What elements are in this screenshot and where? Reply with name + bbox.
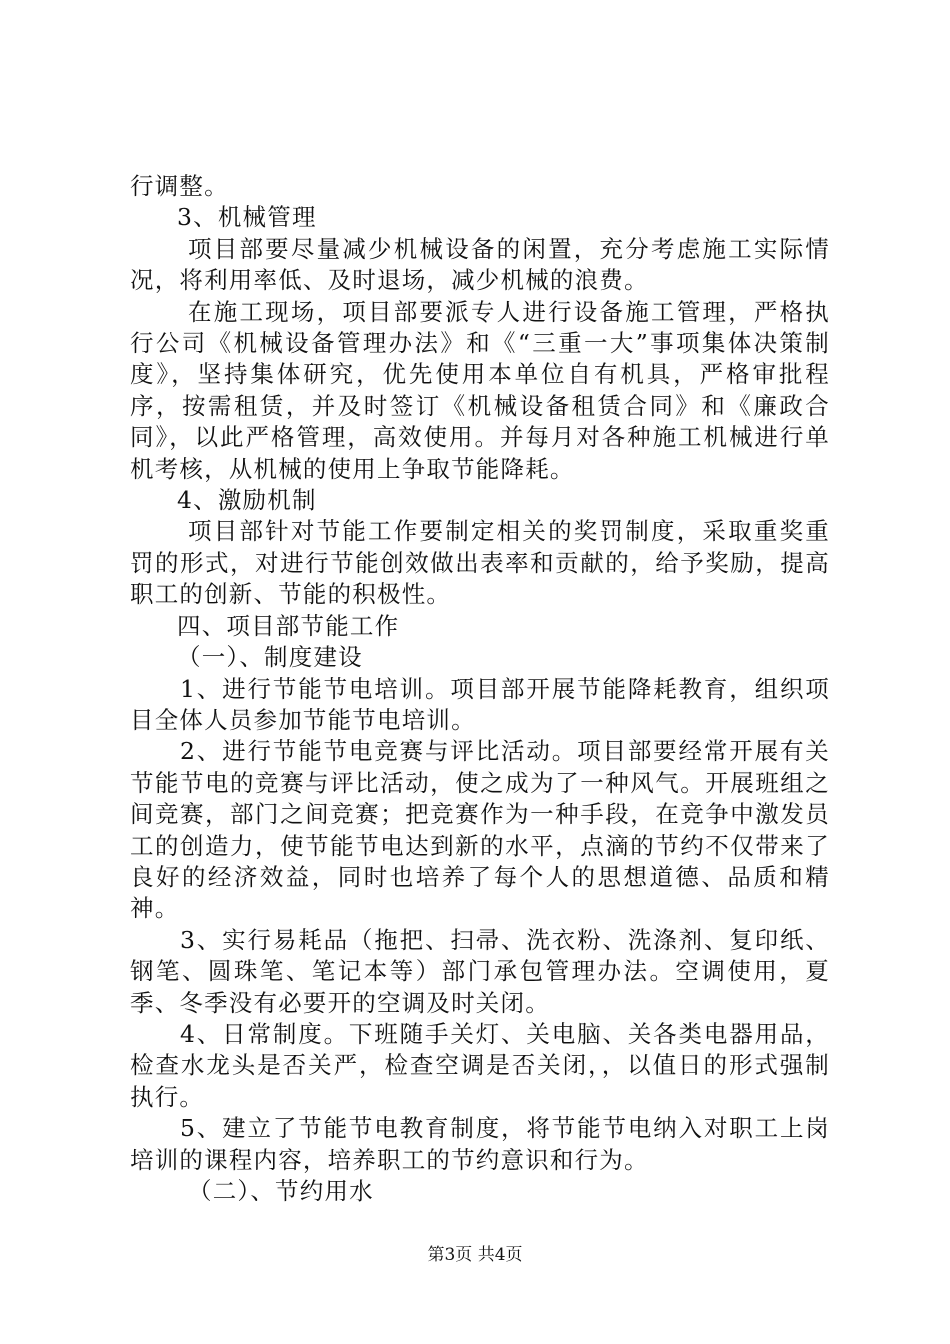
section-heading-machinery: 3、机械管理 [177, 203, 317, 232]
section-heading-energy-work: 四、项目部节能工作 [177, 611, 400, 640]
paragraph-item-5: 5、建立了节能节电教育制度，将节能节电纳入对职工上岗培训的课程内容，培养职工的节约意识和行为。 [130, 1114, 830, 1174]
paragraph-machinery-idle: 项目部要尽量减少机械设备的闲置，充分考虑施工实际情况，将利用率低、及时退场，减少机械的浪费。 [130, 234, 830, 295]
paragraph-item-1: 1、进行节能节电培训。项目部开展节能降耗教育，组织项目全体人员参加节能节电培训。 [130, 674, 830, 734]
paragraph-incentive: 项目部针对节能工作要制定相关的奖罚制度，采取重奖重罚的形式，对进行节能创效做出表率和贡献的，给予奖励，提高职工的创新、节能的积极性。 [130, 517, 830, 609]
subsection-heading-system: （一）、制度建设 [177, 643, 363, 672]
document-body [130, 171, 830, 1207]
section-heading-incentive: 4、激励机制 [177, 486, 317, 515]
paragraph-item-3: 3、实行易耗品（拖把、扫帚、洗衣粉、洗涤剂、复印纸、钢笔、圆珠笔、笔记本等）部门承包管理办法。空调使用，夏季、冬季没有必要开的空调及时关闭。 [130, 925, 830, 1017]
paragraph-machinery-site: 在施工现场，项目部要派专人进行设备施工管理，严格执行公司《机械设备管理办法》和《“三重一大”事项集体决策制度》，坚持集体研究，优先使用本单位自有机具，严格审批程序，按需租赁，并及时签订《机械设备租赁合同》和《廉政合同》，以此严格管理，高效使用。并每月对各种施工机械进行单机考核，从机械的使用上争取节能降耗。 [130, 297, 830, 483]
subsection-heading-water: （二）、节约用水 [188, 1177, 374, 1205]
paragraph-continuation: 行调整。 [130, 172, 229, 200]
paragraph-item-2: 2、进行节能节电竞赛与评比活动。项目部要经常开展有关节能节电的竞赛与评比活动，使之成为了一种风气。开展班组之间竞赛，部门之间竞赛；把竞赛作为一种手段，在竞争中激发员工的创造力，使节能节电达到新的水平，点滴的节约不仅带来了良好的经济效益，同时也培养了每个人的思想道德、品质和精神。 [130, 737, 830, 923]
page-number-footer: 第3页 共4页 [427, 1245, 523, 1265]
paragraph-item-4: 4、日常制度。下班随手关灯、关电脑、关各类电器用品，检查水龙头是否关严，检查空调是否关闭，，以值日的形式强制执行。 [130, 1019, 830, 1111]
